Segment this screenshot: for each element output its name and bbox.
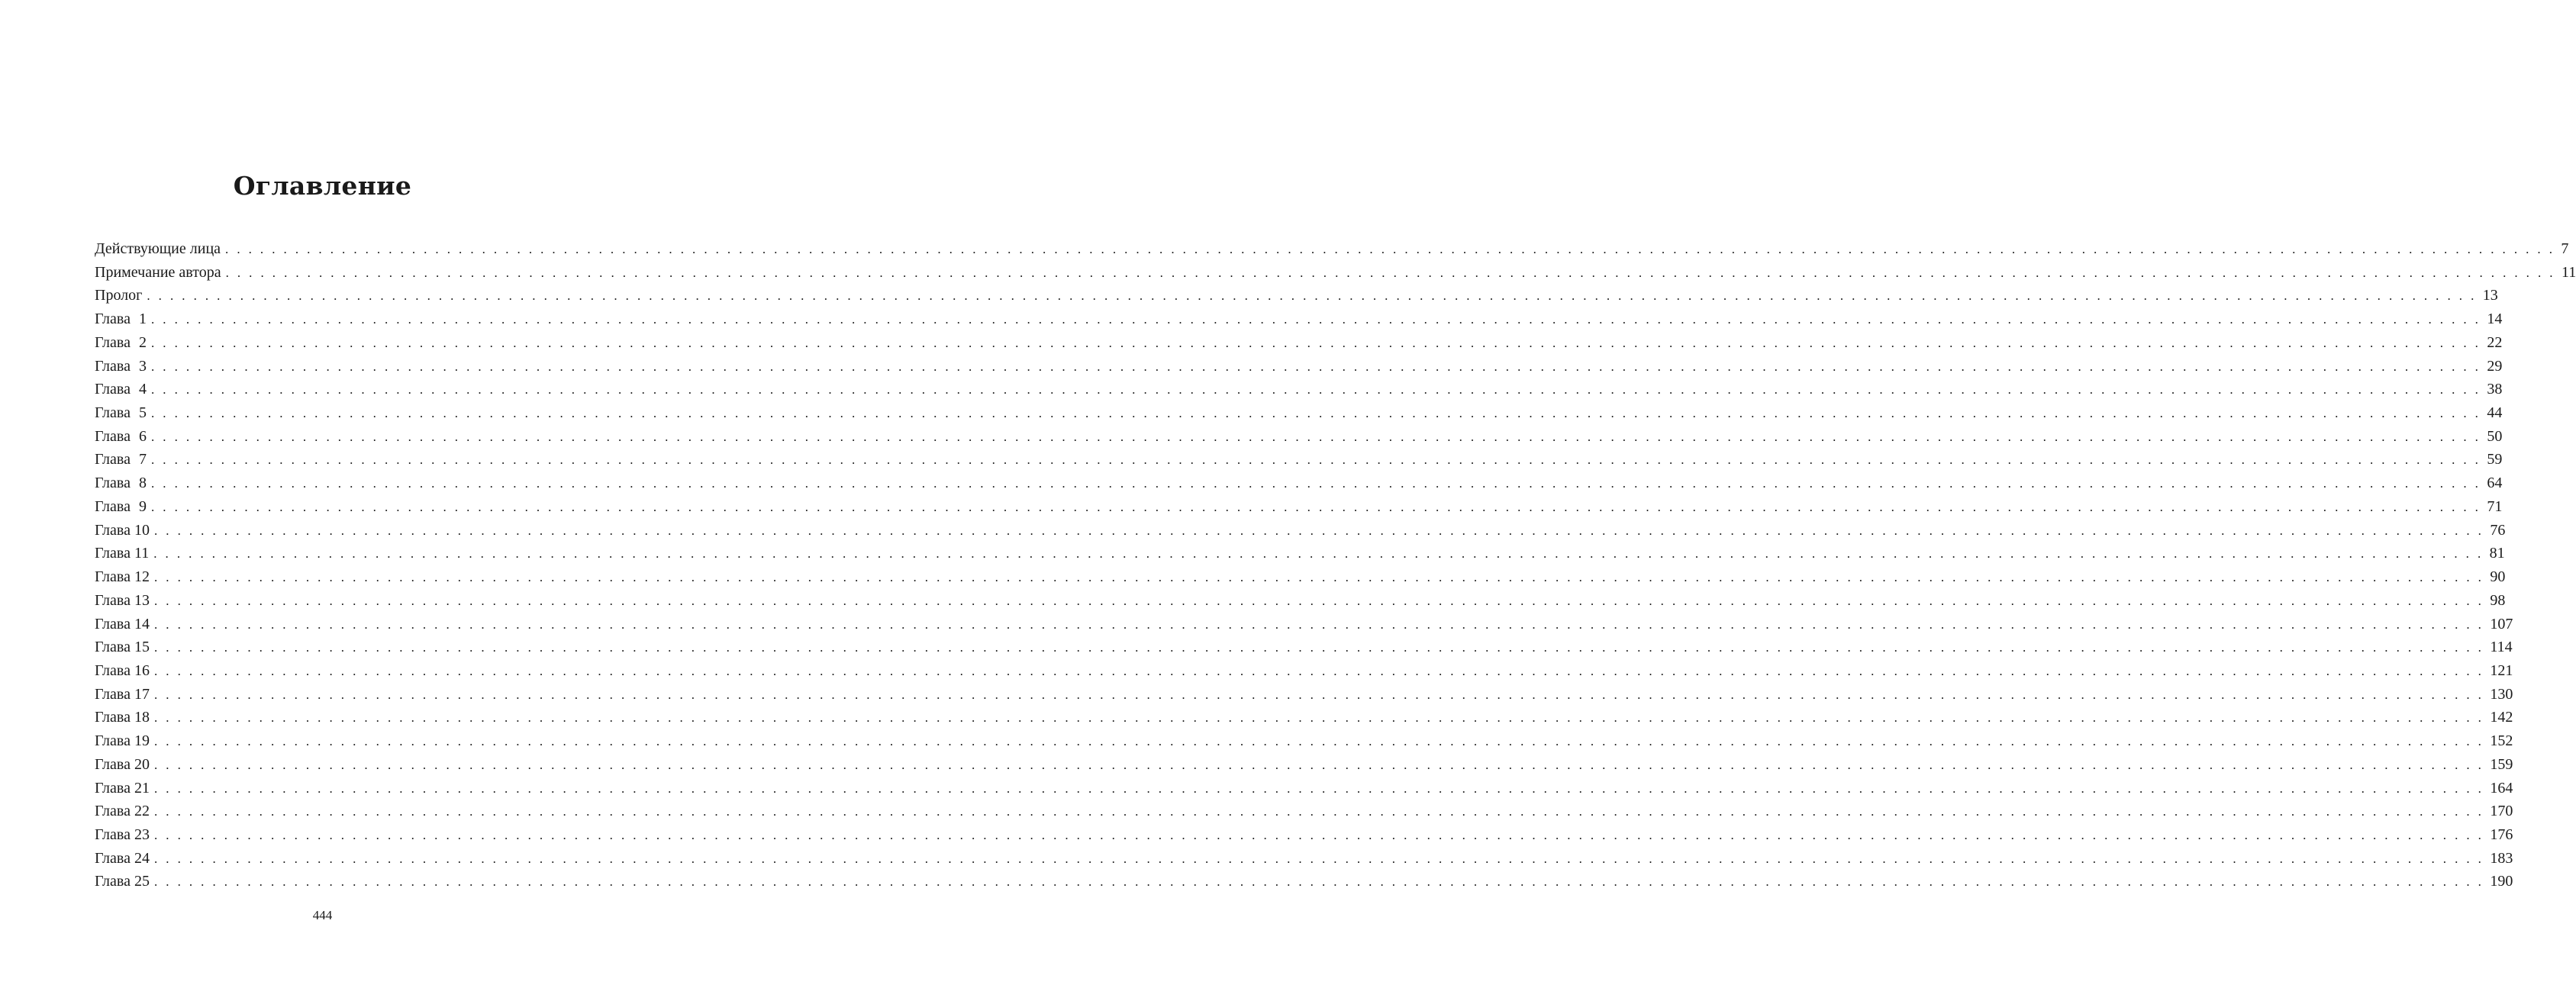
toc-entry-chapter-number: 11 <box>134 545 150 562</box>
toc-entry[interactable] <box>95 589 2506 613</box>
page-title: Оглавление <box>233 171 412 201</box>
toc-entry-page: 107 <box>2490 615 2513 632</box>
toc-entry-chapter-number: 5 <box>138 404 147 422</box>
toc-entry-label: Глава 12 <box>95 565 154 589</box>
dot-leader: . . . . . . . . . . . . . . . . . . . . . . . . . . . . . . . . . . . . . . . . . . . . . . . . . . . . . . . . . . . . . . . . . . . . . . . . . . . . . . . . . . . . . . . . . . . . . . . . . . . . . . . . . . . . . . . . . . . . . . . . . . . . . . . . . . . . . . . . . . . . . . . . . . . . . . . . . . . . . . . . . . . . . . . . . . . . . . . . . . . . . . . . . . . . . . . . . . . . . . . . <box>153 663 2484 678</box>
toc-entry[interactable] <box>95 800 2513 823</box>
toc-entry-label: Глава 2 <box>95 331 151 355</box>
toc-entry-page: 71 <box>2487 497 2503 515</box>
dot-leader: . . . . . . . . . . . . . . . . . . . . . . . . . . . . . . . . . . . . . . . . . . . . . . . . . . . . . . . . . . . . . . . . . . . . . . . . . . . . . . . . . . . . . . . . . . . . . . . . . . . . . . . . . . . . . . . . . . . . . . . . . . . . . . . . . . . . . . . . . . . . . . . . . . . . . . . . . . . . . . . . . . . . . . . . . . . . . . . . . . . . . . . . . . . . . . . . . . . . . . . . <box>153 710 2484 726</box>
toc-entry-chapter-number: 4 <box>138 381 147 398</box>
toc-entry-chapter-number: 10 <box>134 521 150 539</box>
table-of-contents <box>95 237 2576 893</box>
toc-entry-page: 29 <box>2487 357 2503 375</box>
dot-leader: . . . . . . . . . . . . . . . . . . . . . . . . . . . . . . . . . . . . . . . . . . . . . . . . . . . . . . . . . . . . . . . . . . . . . . . . . . . . . . . . . . . . . . . . . . . . . . . . . . . . . . . . . . . . . . . . . . . . . . . . . . . . . . . . . . . . . . . . . . . . . . . . . . . . . . . . . . . . . . . . . . . . . . . . . . . . . . . . . . . . . . . . . . . . . . . . . . . . . . . . <box>150 476 2481 491</box>
toc-entry[interactable] <box>95 636 2513 659</box>
toc-entry-label: Глава 23 <box>95 823 154 847</box>
dot-leader: . . . . . . . . . . . . . . . . . . . . . . . . . . . . . . . . . . . . . . . . . . . . . . . . . . . . . . . . . . . . . . . . . . . . . . . . . . . . . . . . . . . . . . . . . . . . . . . . . . . . . . . . . . . . . . . . . . . . . . . . . . . . . . . . . . . . . . . . . . . . . . . . . . . . . . . . . . . . . . . . . . . . . . . . . . . . . . . . . . . . . . . . . . . . . . . . . . . . . . . . <box>225 242 2555 256</box>
toc-entry-label: Глава 17 <box>95 683 154 706</box>
toc-entry[interactable] <box>95 659 2513 683</box>
toc-entry-label: Глава 11 <box>95 542 153 565</box>
page-number: 444 <box>312 908 333 922</box>
toc-entry-chapter-number: 1 <box>138 311 147 328</box>
toc-entry[interactable] <box>95 519 2506 542</box>
dot-leader: . . . . . . . . . . . . . . . . . . . . . . . . . . . . . . . . . . . . . . . . . . . . . . . . . . . . . . . . . . . . . . . . . . . . . . . . . . . . . . . . . . . . . . . . . . . . . . . . . . . . . . . . . . . . . . . . . . . . . . . . . . . . . . . . . . . . . . . . . . . . . . . . . . . . . . . . . . . . . . . . . . . . . . . . . . . . . . . . . . . . . . . . . . . . . . . . . . . . . . . . <box>150 499 2481 514</box>
dot-leader: . . . . . . . . . . . . . . . . . . . . . . . . . . . . . . . . . . . . . . . . . . . . . . . . . . . . . . . . . . . . . . . . . . . . . . . . . . . . . . . . . . . . . . . . . . . . . . . . . . . . . . . . . . . . . . . . . . . . . . . . . . . . . . . . . . . . . . . . . . . . . . . . . . . . . . . . . . . . . . . . . . . . . . . . . . . . . . . . . . . . . . . . . . . . . . . . . . . . . . . . <box>153 827 2484 842</box>
toc-entry[interactable] <box>95 823 2513 847</box>
toc-entry-page: 59 <box>2487 451 2503 468</box>
dot-leader: . . . . . . . . . . . . . . . . . . . . . . . . . . . . . . . . . . . . . . . . . . . . . . . . . . . . . . . . . . . . . . . . . . . . . . . . . . . . . . . . . . . . . . . . . . . . . . . . . . . . . . . . . . . . . . . . . . . . . . . . . . . . . . . . . . . . . . . . . . . . . . . . . . . . . . . . . . . . . . . . . . . . . . . . . . . . . . . . . . . . . . . . . . . . . . . . . . . . . . . . <box>225 265 2555 280</box>
toc-entry-chapter-number: 9 <box>138 497 147 515</box>
toc-entry-page: 13 <box>2482 287 2498 304</box>
toc-entry-label: Глава 15 <box>95 636 154 659</box>
toc-entry-chapter-number: 23 <box>134 826 150 843</box>
toc-entry[interactable] <box>95 355 2503 378</box>
dot-leader: . . . . . . . . . . . . . . . . . . . . . . . . . . . . . . . . . . . . . . . . . . . . . . . . . . . . . . . . . . . . . . . . . . . . . . . . . . . . . . . . . . . . . . . . . . . . . . . . . . . . . . . . . . . . . . . . . . . . . . . . . . . . . . . . . . . . . . . . . . . . . . . . . . . . . . . . . . . . . . . . . . . . . . . . . . . . . . . . . . . . . . . . . . . . . . . . . . . . . . . . <box>153 781 2484 796</box>
toc-entry-page: 38 <box>2487 381 2503 398</box>
toc-entry[interactable] <box>95 706 2513 729</box>
dot-leader: . . . . . . . . . . . . . . . . . . . . . . . . . . . . . . . . . . . . . . . . . . . . . . . . . . . . . . . . . . . . . . . . . . . . . . . . . . . . . . . . . . . . . . . . . . . . . . . . . . . . . . . . . . . . . . . . . . . . . . . . . . . . . . . . . . . . . . . . . . . . . . . . . . . . . . . . . . . . . . . . . . . . . . . . . . . . . . . . . . . . . . . . . . . . . . . . . . . . . . . . <box>153 734 2484 749</box>
toc-entry-label: Глава 10 <box>95 519 154 542</box>
toc-entry-page: 44 <box>2487 404 2503 422</box>
toc-entry[interactable] <box>95 565 2506 589</box>
toc-entry-page: 11 <box>2561 263 2576 281</box>
toc-entry-chapter-number: 3 <box>138 357 147 375</box>
toc-entry-page: 22 <box>2487 333 2503 351</box>
toc-entry-label: Глава 8 <box>95 472 151 495</box>
toc-entry-chapter-number: 2 <box>138 333 147 351</box>
dot-leader: . . . . . . . . . . . . . . . . . . . . . . . . . . . . . . . . . . . . . . . . . . . . . . . . . . . . . . . . . . . . . . . . . . . . . . . . . . . . . . . . . . . . . . . . . . . . . . . . . . . . . . . . . . . . . . . . . . . . . . . . . . . . . . . . . . . . . . . . . . . . . . . . . . . . . . . . . . . . . . . . . . . . . . . . . . . . . . . . . . . . . . . . . . . . . . . . . . . . . . . . <box>153 616 2484 632</box>
toc-entry-chapter-number: 17 <box>134 685 150 703</box>
toc-entry[interactable] <box>95 495 2503 519</box>
toc-entry-label: Глава 25 <box>95 870 154 893</box>
toc-entry-label: Пролог <box>95 287 143 304</box>
toc-entry-chapter-number: 19 <box>134 732 150 750</box>
toc-entry-chapter-number: 12 <box>134 568 150 586</box>
toc-entry-label: Глава 1 <box>95 307 151 331</box>
toc-entry-chapter-number: 21 <box>134 779 150 797</box>
toc-entry[interactable] <box>95 284 2498 307</box>
toc-entry-page: 130 <box>2490 685 2513 703</box>
toc-entry-chapter-number: 14 <box>134 615 150 632</box>
toc-entry-chapter-number: 6 <box>138 427 147 445</box>
dot-leader: . . . . . . . . . . . . . . . . . . . . . . . . . . . . . . . . . . . . . . . . . . . . . . . . . . . . . . . . . . . . . . . . . . . . . . . . . . . . . . . . . . . . . . . . . . . . . . . . . . . . . . . . . . . . . . . . . . . . . . . . . . . . . . . . . . . . . . . . . . . . . . . . . . . . . . . . . . . . . . . . . . . . . . . . . . . . . . . . . . . . . . . . . . . . . . . . . . . . . . . . <box>147 288 2477 304</box>
toc-entry[interactable] <box>95 847 2513 871</box>
toc-entry-label: Глава 22 <box>95 800 154 823</box>
toc-entry-label: Глава 16 <box>95 659 154 683</box>
toc-entry[interactable] <box>95 870 2513 893</box>
dot-leader: . . . . . . . . . . . . . . . . . . . . . . . . . . . . . . . . . . . . . . . . . . . . . . . . . . . . . . . . . . . . . . . . . . . . . . . . . . . . . . . . . . . . . . . . . . . . . . . . . . . . . . . . . . . . . . . . . . . . . . . . . . . . . . . . . . . . . . . . . . . . . . . . . . . . . . . . . . . . . . . . . . . . . . . . . . . . . . . . . . . . . . . . . . . . . . . . . . . . . . . . <box>150 429 2481 444</box>
toc-entry-label: Глава 24 <box>95 847 154 871</box>
dot-leader: . . . . . . . . . . . . . . . . . . . . . . . . . . . . . . . . . . . . . . . . . . . . . . . . . . . . . . . . . . . . . . . . . . . . . . . . . . . . . . . . . . . . . . . . . . . . . . . . . . . . . . . . . . . . . . . . . . . . . . . . . . . . . . . . . . . . . . . . . . . . . . . . . . . . . . . . . . . . . . . . . . . . . . . . . . . . . . . . . . . . . . . . . . . . . . . . . . . . . . . . <box>153 851 2484 866</box>
toc-entry-page: 114 <box>2490 639 2513 656</box>
toc-entry-page: 164 <box>2490 779 2513 797</box>
dot-leader: . . . . . . . . . . . . . . . . . . . . . . . . . . . . . . . . . . . . . . . . . . . . . . . . . . . . . . . . . . . . . . . . . . . . . . . . . . . . . . . . . . . . . . . . . . . . . . . . . . . . . . . . . . . . . . . . . . . . . . . . . . . . . . . . . . . . . . . . . . . . . . . . . . . . . . . . . . . . . . . . . . . . . . . . . . . . . . . . . . . . . . . . . . . . . . . . . . . . . . . . <box>150 335 2481 350</box>
dot-leader: . . . . . . . . . . . . . . . . . . . . . . . . . . . . . . . . . . . . . . . . . . . . . . . . . . . . . . . . . . . . . . . . . . . . . . . . . . . . . . . . . . . . . . . . . . . . . . . . . . . . . . . . . . . . . . . . . . . . . . . . . . . . . . . . . . . . . . . . . . . . . . . . . . . . . . . . . . . . . . . . . . . . . . . . . . . . . . . . . . . . . . . . . . . . . . . . . . . . . . . . <box>153 570 2484 585</box>
dot-leader: . . . . . . . . . . . . . . . . . . . . . . . . . . . . . . . . . . . . . . . . . . . . . . . . . . . . . . . . . . . . . . . . . . . . . . . . . . . . . . . . . . . . . . . . . . . . . . . . . . . . . . . . . . . . . . . . . . . . . . . . . . . . . . . . . . . . . . . . . . . . . . . . . . . . . . . . . . . . . . . . . . . . . . . . . . . . . . . . . . . . . . . . . . . . . . . . . . . . . . . . <box>150 452 2481 468</box>
toc-entry-chapter-number: 25 <box>134 873 150 890</box>
dot-leader: . . . . . . . . . . . . . . . . . . . . . . . . . . . . . . . . . . . . . . . . . . . . . . . . . . . . . . . . . . . . . . . . . . . . . . . . . . . . . . . . . . . . . . . . . . . . . . . . . . . . . . . . . . . . . . . . . . . . . . . . . . . . . . . . . . . . . . . . . . . . . . . . . . . . . . . . . . . . . . . . . . . . . . . . . . . . . . . . . . . . . . . . . . . . . . . . . . . . . . . . <box>150 359 2481 374</box>
toc-entry-page: 159 <box>2490 755 2513 773</box>
toc-entry[interactable] <box>95 261 2576 285</box>
toc-entry-label: Действующие лица <box>95 240 221 257</box>
toc-entry-chapter-number: 20 <box>134 755 150 773</box>
dot-leader: . . . . . . . . . . . . . . . . . . . . . . . . . . . . . . . . . . . . . . . . . . . . . . . . . . . . . . . . . . . . . . . . . . . . . . . . . . . . . . . . . . . . . . . . . . . . . . . . . . . . . . . . . . . . . . . . . . . . . . . . . . . . . . . . . . . . . . . . . . . . . . . . . . . . . . . . . . . . . . . . . . . . . . . . . . . . . . . . . . . . . . . . . . . . . . . . . . . . . . . . <box>153 546 2484 562</box>
toc-entry[interactable] <box>95 472 2503 495</box>
dot-leader: . . . . . . . . . . . . . . . . . . . . . . . . . . . . . . . . . . . . . . . . . . . . . . . . . . . . . . . . . . . . . . . . . . . . . . . . . . . . . . . . . . . . . . . . . . . . . . . . . . . . . . . . . . . . . . . . . . . . . . . . . . . . . . . . . . . . . . . . . . . . . . . . . . . . . . . . . . . . . . . . . . . . . . . . . . . . . . . . . . . . . . . . . . . . . . . . . . . . . . . . <box>153 874 2484 890</box>
toc-entry[interactable] <box>95 425 2503 449</box>
toc-entry-page: 121 <box>2490 661 2513 679</box>
toc-entry-label: Глава 6 <box>95 425 151 449</box>
dot-leader: . . . . . . . . . . . . . . . . . . . . . . . . . . . . . . . . . . . . . . . . . . . . . . . . . . . . . . . . . . . . . . . . . . . . . . . . . . . . . . . . . . . . . . . . . . . . . . . . . . . . . . . . . . . . . . . . . . . . . . . . . . . . . . . . . . . . . . . . . . . . . . . . . . . . . . . . . . . . . . . . . . . . . . . . . . . . . . . . . . . . . . . . . . . . . . . . . . . . . . . . <box>153 640 2484 655</box>
toc-entry-chapter-number: 24 <box>134 849 150 867</box>
toc-entry-page: 64 <box>2487 475 2503 492</box>
toc-entry-chapter-number: 16 <box>134 661 150 679</box>
toc-entry-page: 50 <box>2487 427 2503 445</box>
toc-entry-label: Глава 13 <box>95 589 154 613</box>
toc-entry-page: 98 <box>2490 591 2506 609</box>
toc-entry-chapter-number: 7 <box>138 451 147 468</box>
toc-entry-chapter-number: 22 <box>134 803 150 820</box>
dot-leader: . . . . . . . . . . . . . . . . . . . . . . . . . . . . . . . . . . . . . . . . . . . . . . . . . . . . . . . . . . . . . . . . . . . . . . . . . . . . . . . . . . . . . . . . . . . . . . . . . . . . . . . . . . . . . . . . . . . . . . . . . . . . . . . . . . . . . . . . . . . . . . . . . . . . . . . . . . . . . . . . . . . . . . . . . . . . . . . . . . . . . . . . . . . . . . . . . . . . . . . . <box>153 687 2484 702</box>
toc-entry[interactable] <box>95 729 2513 753</box>
toc-entry-page: 142 <box>2490 709 2513 726</box>
dot-leader: . . . . . . . . . . . . . . . . . . . . . . . . . . . . . . . . . . . . . . . . . . . . . . . . . . . . . . . . . . . . . . . . . . . . . . . . . . . . . . . . . . . . . . . . . . . . . . . . . . . . . . . . . . . . . . . . . . . . . . . . . . . . . . . . . . . . . . . . . . . . . . . . . . . . . . . . . . . . . . . . . . . . . . . . . . . . . . . . . . . . . . . . . . . . . . . . . . . . . . . . <box>150 382 2481 398</box>
toc-entry[interactable] <box>95 307 2503 331</box>
toc-entry[interactable] <box>95 237 2569 261</box>
toc-entry[interactable] <box>95 683 2513 706</box>
toc-entry-label: Глава 3 <box>95 355 151 378</box>
toc-entry-page: 190 <box>2490 873 2513 890</box>
toc-entry-page: 14 <box>2487 311 2503 328</box>
toc-entry-page: 183 <box>2490 849 2513 867</box>
toc-entry-page: 90 <box>2490 568 2506 586</box>
toc-entry-label: Глава 19 <box>95 729 154 753</box>
toc-entry-label: Глава 21 <box>95 777 154 800</box>
toc-entry-chapter-number: 13 <box>134 591 150 609</box>
toc-entry-label: Примечание автора <box>95 263 221 281</box>
toc-entry-label: Глава 7 <box>95 448 151 472</box>
toc-entry-page: 152 <box>2490 732 2513 750</box>
toc-entry-chapter-number: 15 <box>134 639 150 656</box>
toc-entry[interactable] <box>95 331 2503 355</box>
dot-leader: . . . . . . . . . . . . . . . . . . . . . . . . . . . . . . . . . . . . . . . . . . . . . . . . . . . . . . . . . . . . . . . . . . . . . . . . . . . . . . . . . . . . . . . . . . . . . . . . . . . . . . . . . . . . . . . . . . . . . . . . . . . . . . . . . . . . . . . . . . . . . . . . . . . . . . . . . . . . . . . . . . . . . . . . . . . . . . . . . . . . . . . . . . . . . . . . . . . . . . . . <box>153 593 2484 608</box>
toc-entry[interactable] <box>95 401 2503 425</box>
toc-entry[interactable] <box>95 378 2503 401</box>
toc-entry-page: 176 <box>2490 826 2513 843</box>
toc-entry-page: 81 <box>2489 545 2505 562</box>
toc-entry-chapter-number: 18 <box>134 709 150 726</box>
toc-entry-label: Глава 4 <box>95 378 151 401</box>
toc-entry-label: Глава 5 <box>95 401 151 425</box>
toc-entry-page: 7 <box>2561 240 2569 257</box>
toc-entry[interactable] <box>95 753 2513 777</box>
dot-leader: . . . . . . . . . . . . . . . . . . . . . . . . . . . . . . . . . . . . . . . . . . . . . . . . . . . . . . . . . . . . . . . . . . . . . . . . . . . . . . . . . . . . . . . . . . . . . . . . . . . . . . . . . . . . . . . . . . . . . . . . . . . . . . . . . . . . . . . . . . . . . . . . . . . . . . . . . . . . . . . . . . . . . . . . . . . . . . . . . . . . . . . . . . . . . . . . . . . . . . . . <box>153 804 2484 819</box>
toc-entry[interactable] <box>95 448 2503 472</box>
toc-entry-page: 170 <box>2490 803 2513 820</box>
dot-leader: . . . . . . . . . . . . . . . . . . . . . . . . . . . . . . . . . . . . . . . . . . . . . . . . . . . . . . . . . . . . . . . . . . . . . . . . . . . . . . . . . . . . . . . . . . . . . . . . . . . . . . . . . . . . . . . . . . . . . . . . . . . . . . . . . . . . . . . . . . . . . . . . . . . . . . . . . . . . . . . . . . . . . . . . . . . . . . . . . . . . . . . . . . . . . . . . . . . . . . . . <box>150 406 2481 421</box>
dot-leader: . . . . . . . . . . . . . . . . . . . . . . . . . . . . . . . . . . . . . . . . . . . . . . . . . . . . . . . . . . . . . . . . . . . . . . . . . . . . . . . . . . . . . . . . . . . . . . . . . . . . . . . . . . . . . . . . . . . . . . . . . . . . . . . . . . . . . . . . . . . . . . . . . . . . . . . . . . . . . . . . . . . . . . . . . . . . . . . . . . . . . . . . . . . . . . . . . . . . . . . . <box>153 757 2484 772</box>
toc-entry-label: Глава 18 <box>95 706 154 729</box>
toc-entry[interactable] <box>95 777 2513 800</box>
toc-entry-label: Глава 20 <box>95 753 154 777</box>
dot-leader: . . . . . . . . . . . . . . . . . . . . . . . . . . . . . . . . . . . . . . . . . . . . . . . . . . . . . . . . . . . . . . . . . . . . . . . . . . . . . . . . . . . . . . . . . . . . . . . . . . . . . . . . . . . . . . . . . . . . . . . . . . . . . . . . . . . . . . . . . . . . . . . . . . . . . . . . . . . . . . . . . . . . . . . . . . . . . . . . . . . . . . . . . . . . . . . . . . . . . . . . <box>150 312 2481 327</box>
toc-entry[interactable] <box>95 542 2505 565</box>
toc-entry-page: 76 <box>2490 521 2506 539</box>
toc-entry-chapter-number: 8 <box>138 475 147 492</box>
toc-entry[interactable] <box>95 613 2513 636</box>
toc-entry-label: Глава 14 <box>95 613 154 636</box>
toc-entry-label: Глава 9 <box>95 495 151 519</box>
dot-leader: . . . . . . . . . . . . . . . . . . . . . . . . . . . . . . . . . . . . . . . . . . . . . . . . . . . . . . . . . . . . . . . . . . . . . . . . . . . . . . . . . . . . . . . . . . . . . . . . . . . . . . . . . . . . . . . . . . . . . . . . . . . . . . . . . . . . . . . . . . . . . . . . . . . . . . . . . . . . . . . . . . . . . . . . . . . . . . . . . . . . . . . . . . . . . . . . . . . . . . . . <box>153 523 2484 538</box>
